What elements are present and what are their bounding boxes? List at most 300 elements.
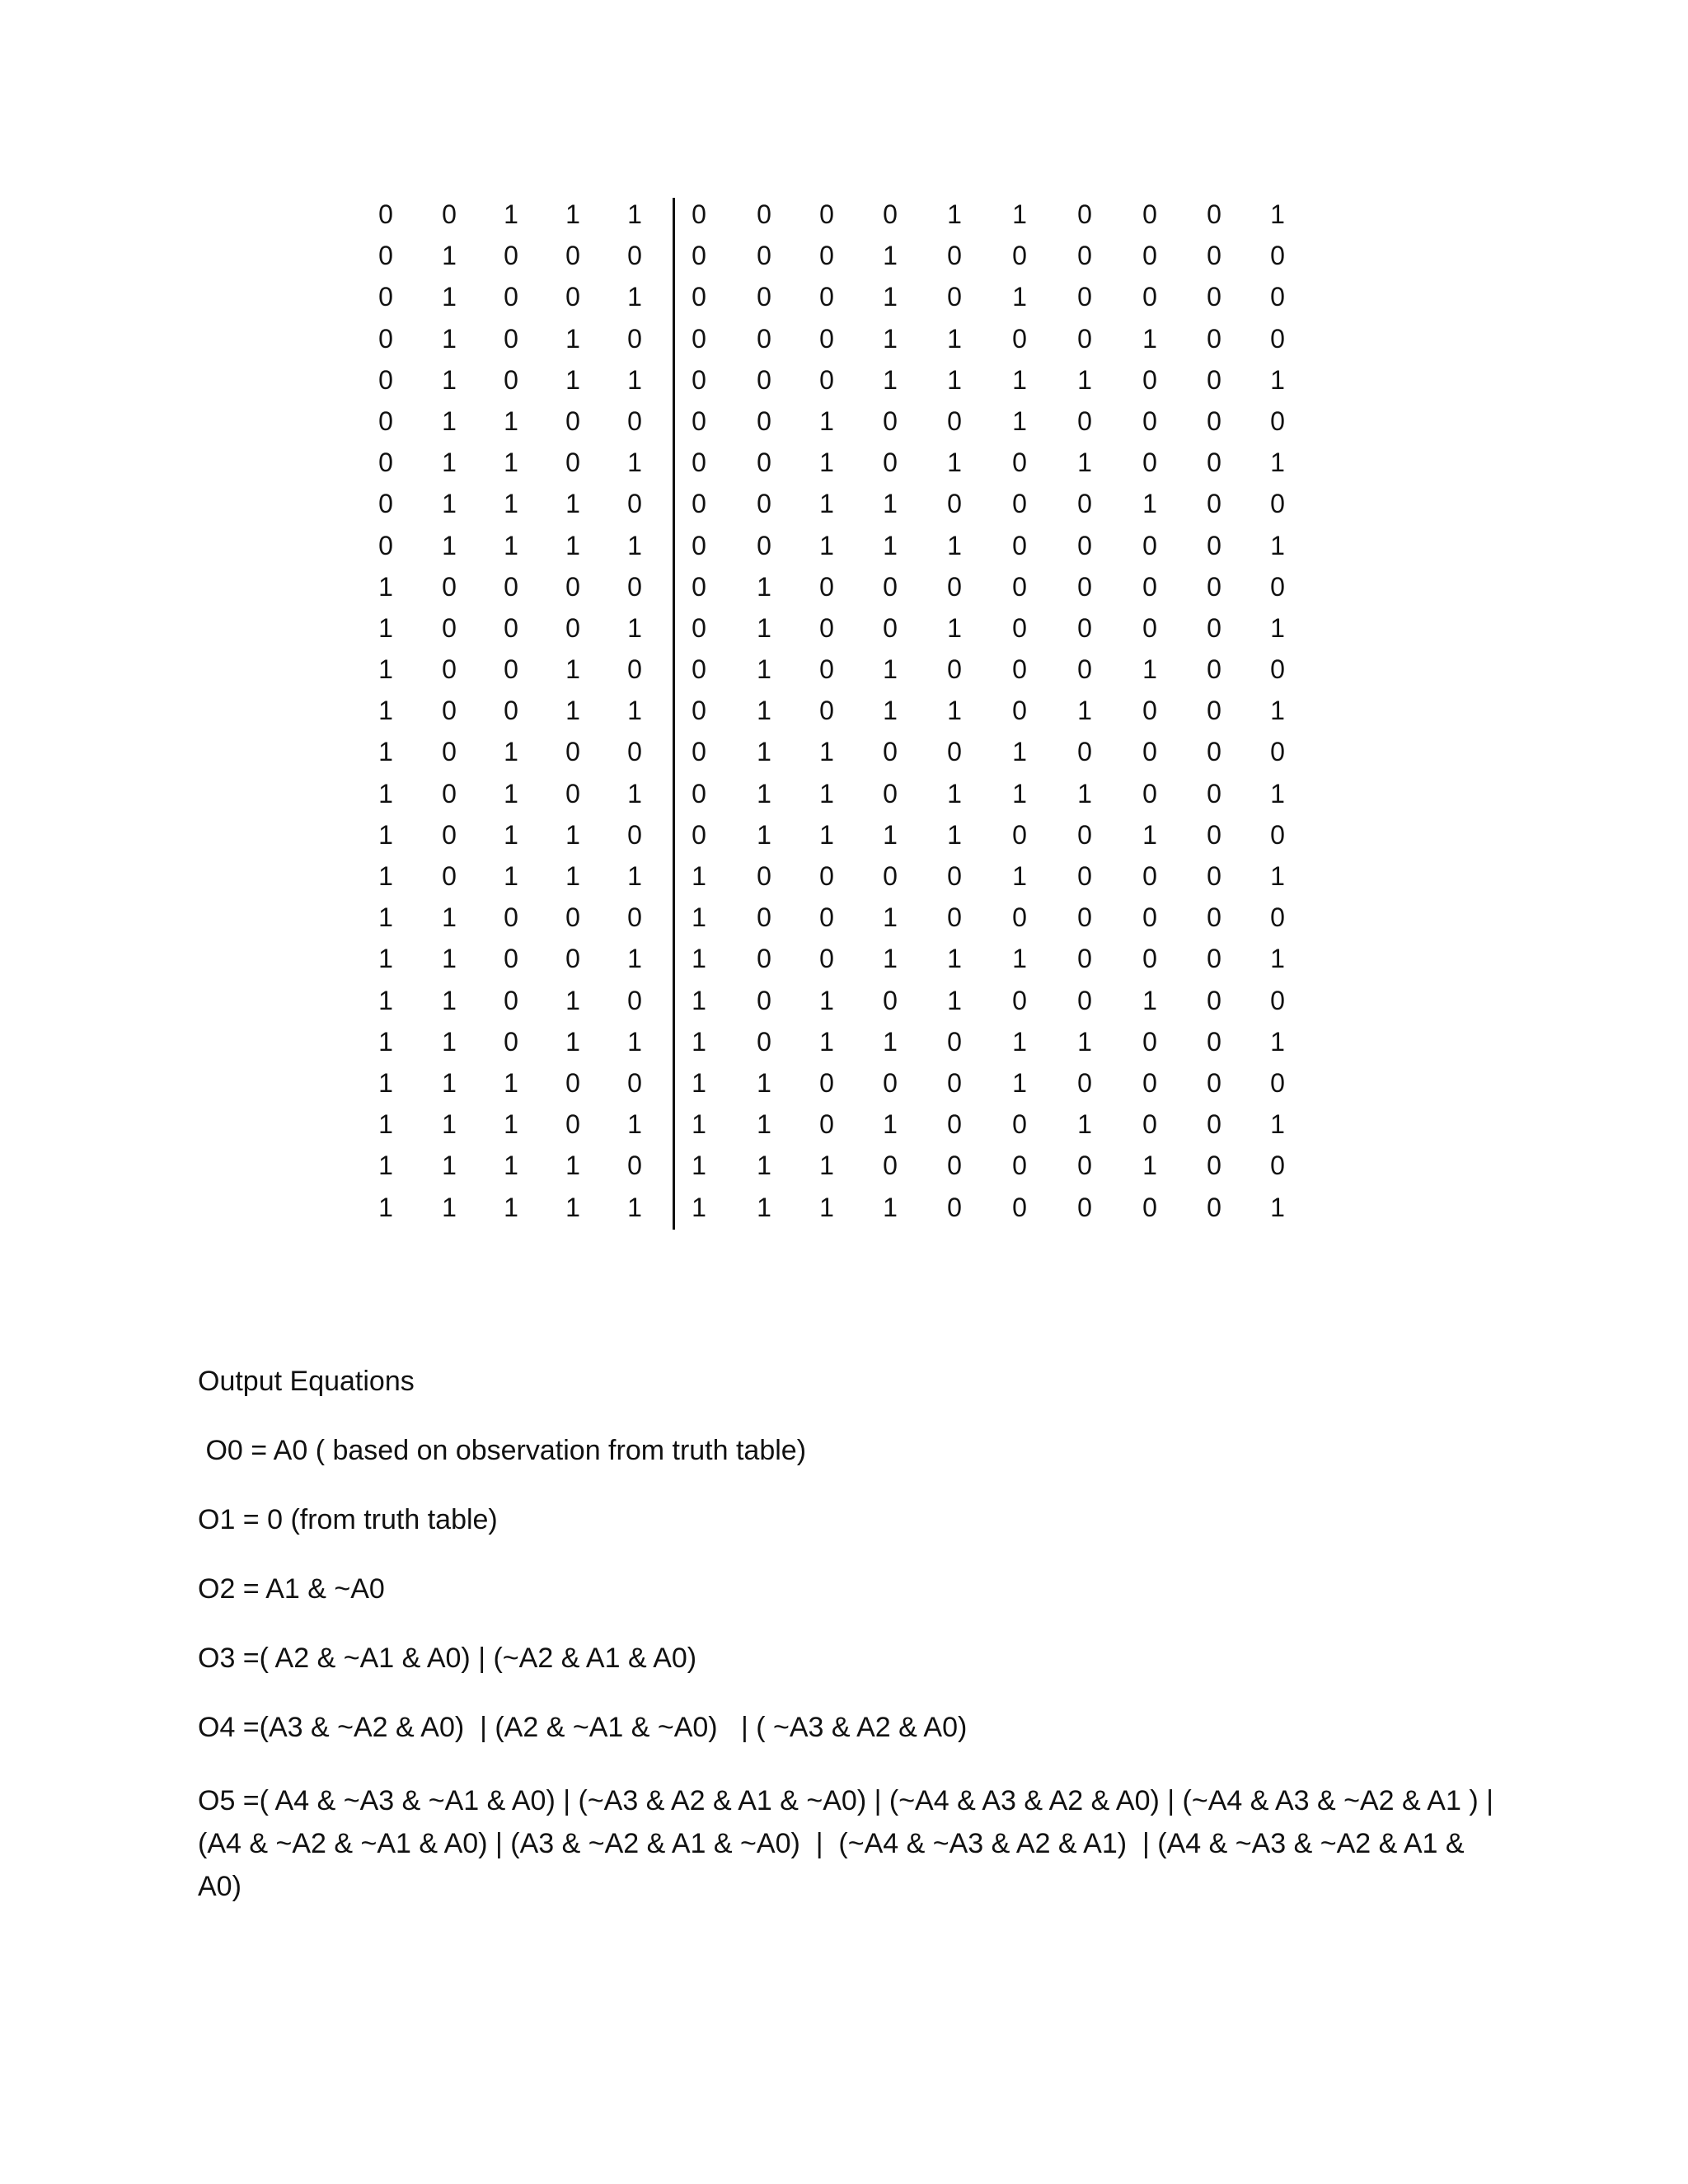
table-cell: 0 — [1012, 985, 1027, 1015]
table-cell: 0 — [1207, 861, 1221, 891]
table-cell: 0 — [1012, 612, 1027, 643]
table-cell: 1 — [1012, 737, 1027, 767]
table-cell: 0 — [819, 944, 834, 974]
table-cell: 1 — [692, 944, 706, 974]
table-cell: 1 — [819, 1026, 834, 1057]
table-cell: 1 — [442, 1109, 457, 1140]
table-cell: 0 — [692, 448, 706, 478]
table-cell: 0 — [565, 944, 580, 974]
table-cell: 1 — [757, 612, 771, 643]
table-cell: 0 — [1207, 405, 1221, 436]
truth-table — [363, 194, 1311, 1228]
table-row — [363, 649, 1311, 690]
table-cell: 1 — [442, 902, 457, 933]
table-row — [363, 1104, 1311, 1145]
table-cell: 1 — [1270, 530, 1285, 560]
table-cell: 1 — [692, 1026, 706, 1057]
table-cell: 0 — [1270, 323, 1285, 354]
table-cell: 1 — [1077, 364, 1092, 395]
table-cell: 0 — [819, 364, 834, 395]
table-cell: 0 — [883, 778, 898, 808]
table-cell: 1 — [378, 985, 393, 1015]
table-cell: 0 — [1012, 902, 1027, 933]
table-cell: 1 — [692, 902, 706, 933]
table-cell: 0 — [504, 1026, 518, 1057]
table-cell: 0 — [883, 737, 898, 767]
table-cell: 0 — [378, 241, 393, 271]
table-cell: 0 — [692, 737, 706, 767]
table-cell: 0 — [883, 405, 898, 436]
table-cell: 0 — [1142, 902, 1157, 933]
table-cell: 0 — [947, 241, 962, 271]
table-row — [363, 318, 1311, 359]
table-cell: 1 — [883, 489, 898, 519]
table-cell: 1 — [627, 282, 642, 312]
table-cell: 0 — [378, 282, 393, 312]
table-cell: 0 — [1012, 448, 1027, 478]
table-cell: 0 — [1270, 819, 1285, 850]
table-cell: 1 — [819, 405, 834, 436]
table-cell: 1 — [565, 819, 580, 850]
table-row — [363, 1145, 1311, 1186]
table-cell: 1 — [378, 819, 393, 850]
table-cell: 0 — [1142, 696, 1157, 726]
table-cell: 0 — [504, 364, 518, 395]
table-cell: 0 — [378, 530, 393, 560]
table-cell: 1 — [757, 1192, 771, 1222]
table-cell: 0 — [1207, 489, 1221, 519]
table-cell: 1 — [565, 985, 580, 1015]
table-cell: 0 — [1270, 654, 1285, 685]
table-cell: 1 — [757, 654, 771, 685]
table-cell: 0 — [692, 571, 706, 602]
table-cell: 1 — [627, 1192, 642, 1222]
table-cell: 1 — [442, 944, 457, 974]
table-cell: 0 — [692, 282, 706, 312]
table-cell: 0 — [947, 1067, 962, 1098]
truth-table-divider — [673, 198, 675, 1230]
table-cell: 1 — [947, 323, 962, 354]
table-cell: 1 — [565, 199, 580, 229]
table-cell: 0 — [1142, 1026, 1157, 1057]
table-cell: 1 — [442, 282, 457, 312]
table-cell: 0 — [1142, 861, 1157, 891]
table-row — [363, 607, 1311, 649]
table-cell: 0 — [1207, 1109, 1221, 1140]
table-cell: 0 — [565, 778, 580, 808]
table-cell: 0 — [947, 1151, 962, 1181]
table-cell: 0 — [1207, 985, 1221, 1015]
table-cell: 1 — [627, 944, 642, 974]
table-cell: 1 — [378, 944, 393, 974]
table-cell: 1 — [883, 696, 898, 726]
table-cell: 0 — [1270, 282, 1285, 312]
table-cell: 1 — [504, 861, 518, 891]
table-cell: 0 — [1270, 241, 1285, 271]
table-cell: 1 — [504, 1151, 518, 1181]
table-cell: 0 — [627, 489, 642, 519]
table-cell: 1 — [565, 530, 580, 560]
table-cell: 0 — [504, 985, 518, 1015]
table-cell: 0 — [565, 241, 580, 271]
table-cell: 0 — [442, 861, 457, 891]
equation-o0: O0 = A0 ( based on observation from truth table) — [198, 1435, 807, 1466]
table-row — [363, 980, 1311, 1021]
table-cell: 0 — [1077, 282, 1092, 312]
table-cell: 1 — [627, 778, 642, 808]
table-row — [363, 401, 1311, 442]
table-cell: 0 — [1142, 199, 1157, 229]
table-cell: 0 — [1012, 489, 1027, 519]
table-row — [363, 442, 1311, 483]
table-row — [363, 566, 1311, 607]
table-row — [363, 731, 1311, 772]
table-cell: 0 — [627, 902, 642, 933]
table-cell: 1 — [1142, 985, 1157, 1015]
table-cell: 1 — [627, 861, 642, 891]
table-row — [363, 1187, 1311, 1228]
table-cell: 0 — [627, 654, 642, 685]
table-cell: 1 — [1012, 861, 1027, 891]
table-cell: 0 — [1077, 861, 1092, 891]
table-cell: 0 — [947, 654, 962, 685]
table-cell: 0 — [1142, 448, 1157, 478]
table-cell: 0 — [627, 241, 642, 271]
table-cell: 1 — [504, 530, 518, 560]
table-cell: 0 — [1142, 737, 1157, 767]
table-cell: 0 — [504, 241, 518, 271]
table-cell: 1 — [819, 819, 834, 850]
table-cell: 1 — [947, 778, 962, 808]
table-cell: 1 — [442, 405, 457, 436]
table-cell: 1 — [819, 737, 834, 767]
table-cell: 1 — [1270, 944, 1285, 974]
table-cell: 0 — [883, 571, 898, 602]
table-cell: 0 — [1207, 944, 1221, 974]
table-cell: 1 — [757, 1067, 771, 1098]
table-cell: 1 — [883, 323, 898, 354]
table-cell: 1 — [1012, 282, 1027, 312]
table-cell: 0 — [947, 489, 962, 519]
table-cell: 1 — [1077, 778, 1092, 808]
table-cell: 1 — [757, 1151, 771, 1181]
table-row — [363, 194, 1311, 235]
table-cell: 1 — [757, 696, 771, 726]
table-cell: 0 — [442, 819, 457, 850]
table-cell: 0 — [565, 1067, 580, 1098]
table-cell: 1 — [504, 405, 518, 436]
table-cell: 1 — [692, 1192, 706, 1222]
table-row — [363, 690, 1311, 731]
table-cell: 0 — [883, 1067, 898, 1098]
table-cell: 1 — [565, 489, 580, 519]
table-cell: 1 — [565, 696, 580, 726]
table-cell: 0 — [1077, 737, 1092, 767]
table-cell: 0 — [1012, 1109, 1027, 1140]
table-cell: 1 — [757, 819, 771, 850]
table-cell: 0 — [757, 1026, 771, 1057]
table-cell: 1 — [565, 654, 580, 685]
table-cell: 1 — [883, 1109, 898, 1140]
table-cell: 0 — [1012, 241, 1027, 271]
table-cell: 1 — [819, 530, 834, 560]
table-cell: 0 — [1207, 1151, 1221, 1181]
table-cell: 1 — [627, 612, 642, 643]
table-cell: 1 — [504, 778, 518, 808]
table-cell: 1 — [819, 448, 834, 478]
table-cell: 1 — [442, 1151, 457, 1181]
table-cell: 0 — [1270, 405, 1285, 436]
table-cell: 1 — [1270, 861, 1285, 891]
table-cell: 0 — [1142, 571, 1157, 602]
table-cell: 0 — [1270, 737, 1285, 767]
table-cell: 0 — [1077, 241, 1092, 271]
table-cell: 0 — [757, 323, 771, 354]
table-cell: 1 — [378, 778, 393, 808]
table-cell: 0 — [627, 1067, 642, 1098]
table-cell: 1 — [1270, 448, 1285, 478]
table-cell: 0 — [1012, 1151, 1027, 1181]
table-row — [363, 773, 1311, 814]
table-cell: 1 — [883, 944, 898, 974]
table-cell: 0 — [1142, 1109, 1157, 1140]
table-cell: 1 — [947, 448, 962, 478]
table-cell: 0 — [883, 985, 898, 1015]
table-cell: 0 — [1207, 819, 1221, 850]
table-cell: 1 — [692, 1151, 706, 1181]
table-cell: 0 — [1142, 530, 1157, 560]
table-cell: 0 — [442, 199, 457, 229]
table-cell: 0 — [819, 282, 834, 312]
table-cell: 0 — [757, 364, 771, 395]
table-cell: 1 — [692, 1067, 706, 1098]
table-cell: 0 — [1077, 489, 1092, 519]
table-cell: 0 — [565, 448, 580, 478]
table-cell: 1 — [1012, 405, 1027, 436]
table-cell: 1 — [947, 819, 962, 850]
table-cell: 0 — [504, 571, 518, 602]
table-cell: 0 — [504, 323, 518, 354]
table-cell: 1 — [883, 654, 898, 685]
table-cell: 1 — [1270, 778, 1285, 808]
equation-o5: O5 =( A4 & ~A3 & ~A1 & A0) | (~A3 & A2 & A1 & ~A0) | (~A4 & A3 & A2 & A0) | (~A4 & A3 & ~A2 & A1 ) | (A4 & ~A2 & ~A1 & A0) | (A3 & ~A2 & A1 & ~A0) | (~A4 & ~A3 & A2 & A1) | (A4 & ~A3 & ~A2 & A1 & A0) — [198, 1785, 1509, 1902]
table-cell: 0 — [819, 612, 834, 643]
table-cell: 0 — [1077, 323, 1092, 354]
table-cell: 0 — [1142, 778, 1157, 808]
table-cell: 0 — [627, 323, 642, 354]
table-cell: 1 — [883, 1026, 898, 1057]
table-cell: 1 — [1077, 696, 1092, 726]
table-cell: 1 — [627, 1026, 642, 1057]
table-cell: 0 — [1012, 530, 1027, 560]
table-cell: 0 — [883, 861, 898, 891]
table-cell: 1 — [627, 448, 642, 478]
table-cell: 0 — [1207, 902, 1221, 933]
table-cell: 0 — [1077, 1151, 1092, 1181]
table-cell: 1 — [504, 1067, 518, 1098]
table-cell: 1 — [442, 530, 457, 560]
table-cell: 1 — [1270, 364, 1285, 395]
equations-heading: Output Equations — [198, 1366, 415, 1397]
table-cell: 0 — [378, 489, 393, 519]
table-cell: 1 — [947, 530, 962, 560]
table-cell: 0 — [1207, 612, 1221, 643]
table-cell: 0 — [627, 737, 642, 767]
table-cell: 0 — [947, 1109, 962, 1140]
table-row — [363, 1062, 1311, 1104]
table-cell: 1 — [1142, 654, 1157, 685]
table-cell: 1 — [692, 861, 706, 891]
table-cell: 0 — [947, 861, 962, 891]
table-cell: 0 — [692, 778, 706, 808]
table-cell: 1 — [442, 323, 457, 354]
table-cell: 1 — [627, 696, 642, 726]
table-cell: 1 — [565, 1026, 580, 1057]
table-cell: 1 — [442, 985, 457, 1015]
table-cell: 1 — [1142, 1151, 1157, 1181]
table-cell: 1 — [1270, 199, 1285, 229]
table-cell: 0 — [627, 405, 642, 436]
table-cell: 1 — [883, 282, 898, 312]
table-cell: 0 — [883, 448, 898, 478]
table-cell: 0 — [757, 405, 771, 436]
table-cell: 0 — [692, 530, 706, 560]
table-cell: 0 — [1207, 654, 1221, 685]
table-row — [363, 276, 1311, 317]
table-cell: 0 — [692, 364, 706, 395]
table-cell: 0 — [757, 489, 771, 519]
table-cell: 1 — [947, 696, 962, 726]
table-cell: 0 — [1012, 323, 1027, 354]
table-cell: 0 — [504, 282, 518, 312]
table-cell: 0 — [1012, 571, 1027, 602]
table-cell: 0 — [1077, 530, 1092, 560]
table-cell: 0 — [757, 902, 771, 933]
table-cell: 0 — [504, 612, 518, 643]
table-cell: 1 — [819, 489, 834, 519]
table-cell: 0 — [947, 405, 962, 436]
table-cell: 0 — [627, 819, 642, 850]
table-cell: 1 — [442, 364, 457, 395]
table-cell: 0 — [1142, 282, 1157, 312]
table-cell: 1 — [1077, 1109, 1092, 1140]
table-cell: 1 — [883, 364, 898, 395]
table-cell: 0 — [1077, 902, 1092, 933]
table-cell: 0 — [883, 199, 898, 229]
table-cell: 0 — [1077, 654, 1092, 685]
table-cell: 1 — [819, 778, 834, 808]
table-cell: 0 — [1207, 282, 1221, 312]
table-cell: 0 — [1207, 241, 1221, 271]
table-cell: 0 — [1012, 1192, 1027, 1222]
table-row — [363, 483, 1311, 524]
table-cell: 1 — [1077, 1026, 1092, 1057]
table-cell: 0 — [692, 612, 706, 643]
table-cell: 0 — [819, 571, 834, 602]
table-cell: 0 — [504, 944, 518, 974]
table-cell: 0 — [442, 696, 457, 726]
table-cell: 0 — [692, 489, 706, 519]
table-cell: 0 — [1270, 1151, 1285, 1181]
table-cell: 1 — [565, 1151, 580, 1181]
table-cell: 0 — [1207, 737, 1221, 767]
table-cell: 0 — [1077, 571, 1092, 602]
table-cell: 1 — [504, 489, 518, 519]
table-cell: 0 — [442, 737, 457, 767]
table-cell: 0 — [442, 654, 457, 685]
table-cell: 1 — [1270, 696, 1285, 726]
table-cell: 0 — [565, 612, 580, 643]
table-cell: 1 — [378, 571, 393, 602]
table-cell: 1 — [883, 241, 898, 271]
table-cell: 0 — [1012, 654, 1027, 685]
table-cell: 0 — [1207, 199, 1221, 229]
table-cell: 1 — [504, 448, 518, 478]
table-cell: 0 — [757, 199, 771, 229]
table-cell: 0 — [565, 737, 580, 767]
table-cell: 0 — [947, 1026, 962, 1057]
table-cell: 0 — [947, 737, 962, 767]
table-cell: 1 — [1142, 489, 1157, 519]
table-cell: 0 — [757, 448, 771, 478]
table-cell: 1 — [757, 1109, 771, 1140]
table-cell: 1 — [627, 199, 642, 229]
table-cell: 0 — [757, 241, 771, 271]
table-cell: 0 — [819, 323, 834, 354]
table-cell: 0 — [1142, 241, 1157, 271]
table-cell: 0 — [1270, 902, 1285, 933]
table-row — [363, 1021, 1311, 1062]
table-cell: 1 — [504, 1192, 518, 1222]
table-cell: 1 — [1270, 1109, 1285, 1140]
table-cell: 1 — [819, 985, 834, 1015]
table-cell: 1 — [1270, 1192, 1285, 1222]
table-cell: 1 — [947, 199, 962, 229]
table-cell: 0 — [504, 696, 518, 726]
table-cell: 1 — [504, 199, 518, 229]
table-cell: 1 — [627, 530, 642, 560]
table-cell: 0 — [442, 571, 457, 602]
table-cell: 0 — [947, 902, 962, 933]
table-cell: 0 — [819, 654, 834, 685]
table-cell: 1 — [757, 737, 771, 767]
table-row — [363, 855, 1311, 897]
table-cell: 0 — [757, 530, 771, 560]
table-cell: 0 — [1077, 944, 1092, 974]
table-cell: 1 — [378, 612, 393, 643]
table-cell: 0 — [442, 778, 457, 808]
table-cell: 1 — [1270, 612, 1285, 643]
table-cell: 0 — [1270, 489, 1285, 519]
table-cell: 0 — [819, 1067, 834, 1098]
table-cell: 1 — [378, 1109, 393, 1140]
equation-o2: O2 = A1 & ~A0 — [198, 1573, 385, 1605]
table-cell: 0 — [1142, 1067, 1157, 1098]
table-cell: 0 — [757, 861, 771, 891]
table-cell: 1 — [947, 364, 962, 395]
table-cell: 1 — [1012, 944, 1027, 974]
table-cell: 0 — [1077, 612, 1092, 643]
table-cell: 0 — [1077, 819, 1092, 850]
table-cell: 1 — [947, 985, 962, 1015]
table-cell: 1 — [627, 364, 642, 395]
table-cell: 0 — [692, 241, 706, 271]
table-cell: 0 — [947, 1192, 962, 1222]
table-cell: 0 — [1012, 819, 1027, 850]
table-cell: 1 — [378, 696, 393, 726]
table-row — [363, 359, 1311, 401]
table-cell: 0 — [1207, 530, 1221, 560]
